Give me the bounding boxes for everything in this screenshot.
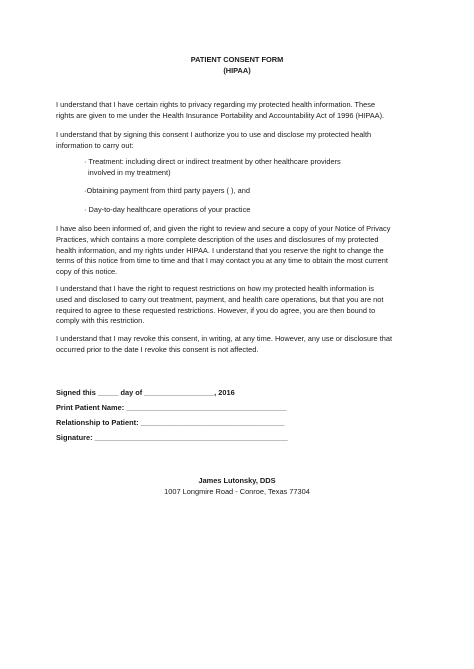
- text-line: Practices, which contains a more complete description of the uses and disclosures of my protected: [56, 234, 379, 244]
- text-line: rights are given to me under the Health Insurance Portability and Accountability Act of 1996 (HIPAA).: [56, 110, 385, 120]
- text-line: I understand that by signing this consent I authorize you to use and disclose my protected health: [56, 130, 372, 139]
- text-line: health information, and my rights under HIPAA. I understand that you reserve the right to change the: [56, 245, 384, 255]
- footer-block: [0, 475, 474, 497]
- paragraph-privacy-rights: [56, 100, 424, 122]
- text-line: required to agree to these requested restrictions. However, if you do agree, you are then bound to: [56, 305, 376, 315]
- bullet-payment: ·Obtaining payment from third party payers ( ), and: [84, 186, 250, 195]
- text-line: copy of this notice.: [56, 267, 118, 277]
- text-line: involved in my treatment): [88, 167, 171, 177]
- practice-address: 1007 Longmire Road - Conroe, Texas 77304: [164, 487, 310, 496]
- relationship-to-patient-field[interactable]: Relationship to Patient: ___________________________________: [56, 418, 285, 427]
- paragraph-restrictions: [56, 284, 424, 327]
- print-patient-name-field[interactable]: Print Patient Name: _______________________________________: [56, 403, 287, 412]
- text-line: information to carry out:: [56, 140, 134, 150]
- form-subtitle: (HIPAA): [223, 66, 251, 75]
- form-title: PATIENT CONSENT FORM: [190, 55, 284, 64]
- text-line: I have also been informed of, and given the right to review and secure a copy of your Notice of Privacy: [56, 224, 391, 233]
- text-line: occurred prior to the date I revoke this consent is not affected.: [56, 344, 259, 354]
- text-line: · Treatment: including direct or indirect treatment by other healthcare providers: [84, 157, 341, 166]
- paragraph-revoke: [56, 334, 424, 356]
- text-line: I understand that I have certain rights to privacy regarding my protected health information. These: [56, 100, 376, 109]
- paragraph-notice-of-privacy: [56, 224, 424, 278]
- text-line: I understand that I may revoke this consent, in writing, at any time. However, any use or disclosure that: [56, 334, 393, 343]
- text-line: used and disclosed to carry out treatment, payment, and health care operations, but that you are not: [56, 294, 384, 304]
- signed-date-field[interactable]: Signed this _____ day of _________________, 2016: [56, 388, 235, 397]
- practitioner-name: James Lutonsky, DDS: [198, 476, 276, 485]
- bullet-operations: · Day-to-day healthcare operations of your practice: [84, 205, 251, 214]
- signature-field[interactable]: Signature: _______________________________________________: [56, 433, 288, 442]
- text-line: terms of this notice from time to time and that I may contact you at any time to obtain the most current: [56, 256, 388, 266]
- text-line: comply with this restriction.: [56, 316, 145, 326]
- bullet-treatment: [84, 157, 404, 179]
- text-line: I understand that I have the right to request restrictions on how my protected health information is: [56, 284, 374, 293]
- paragraph-authorization: [56, 130, 424, 152]
